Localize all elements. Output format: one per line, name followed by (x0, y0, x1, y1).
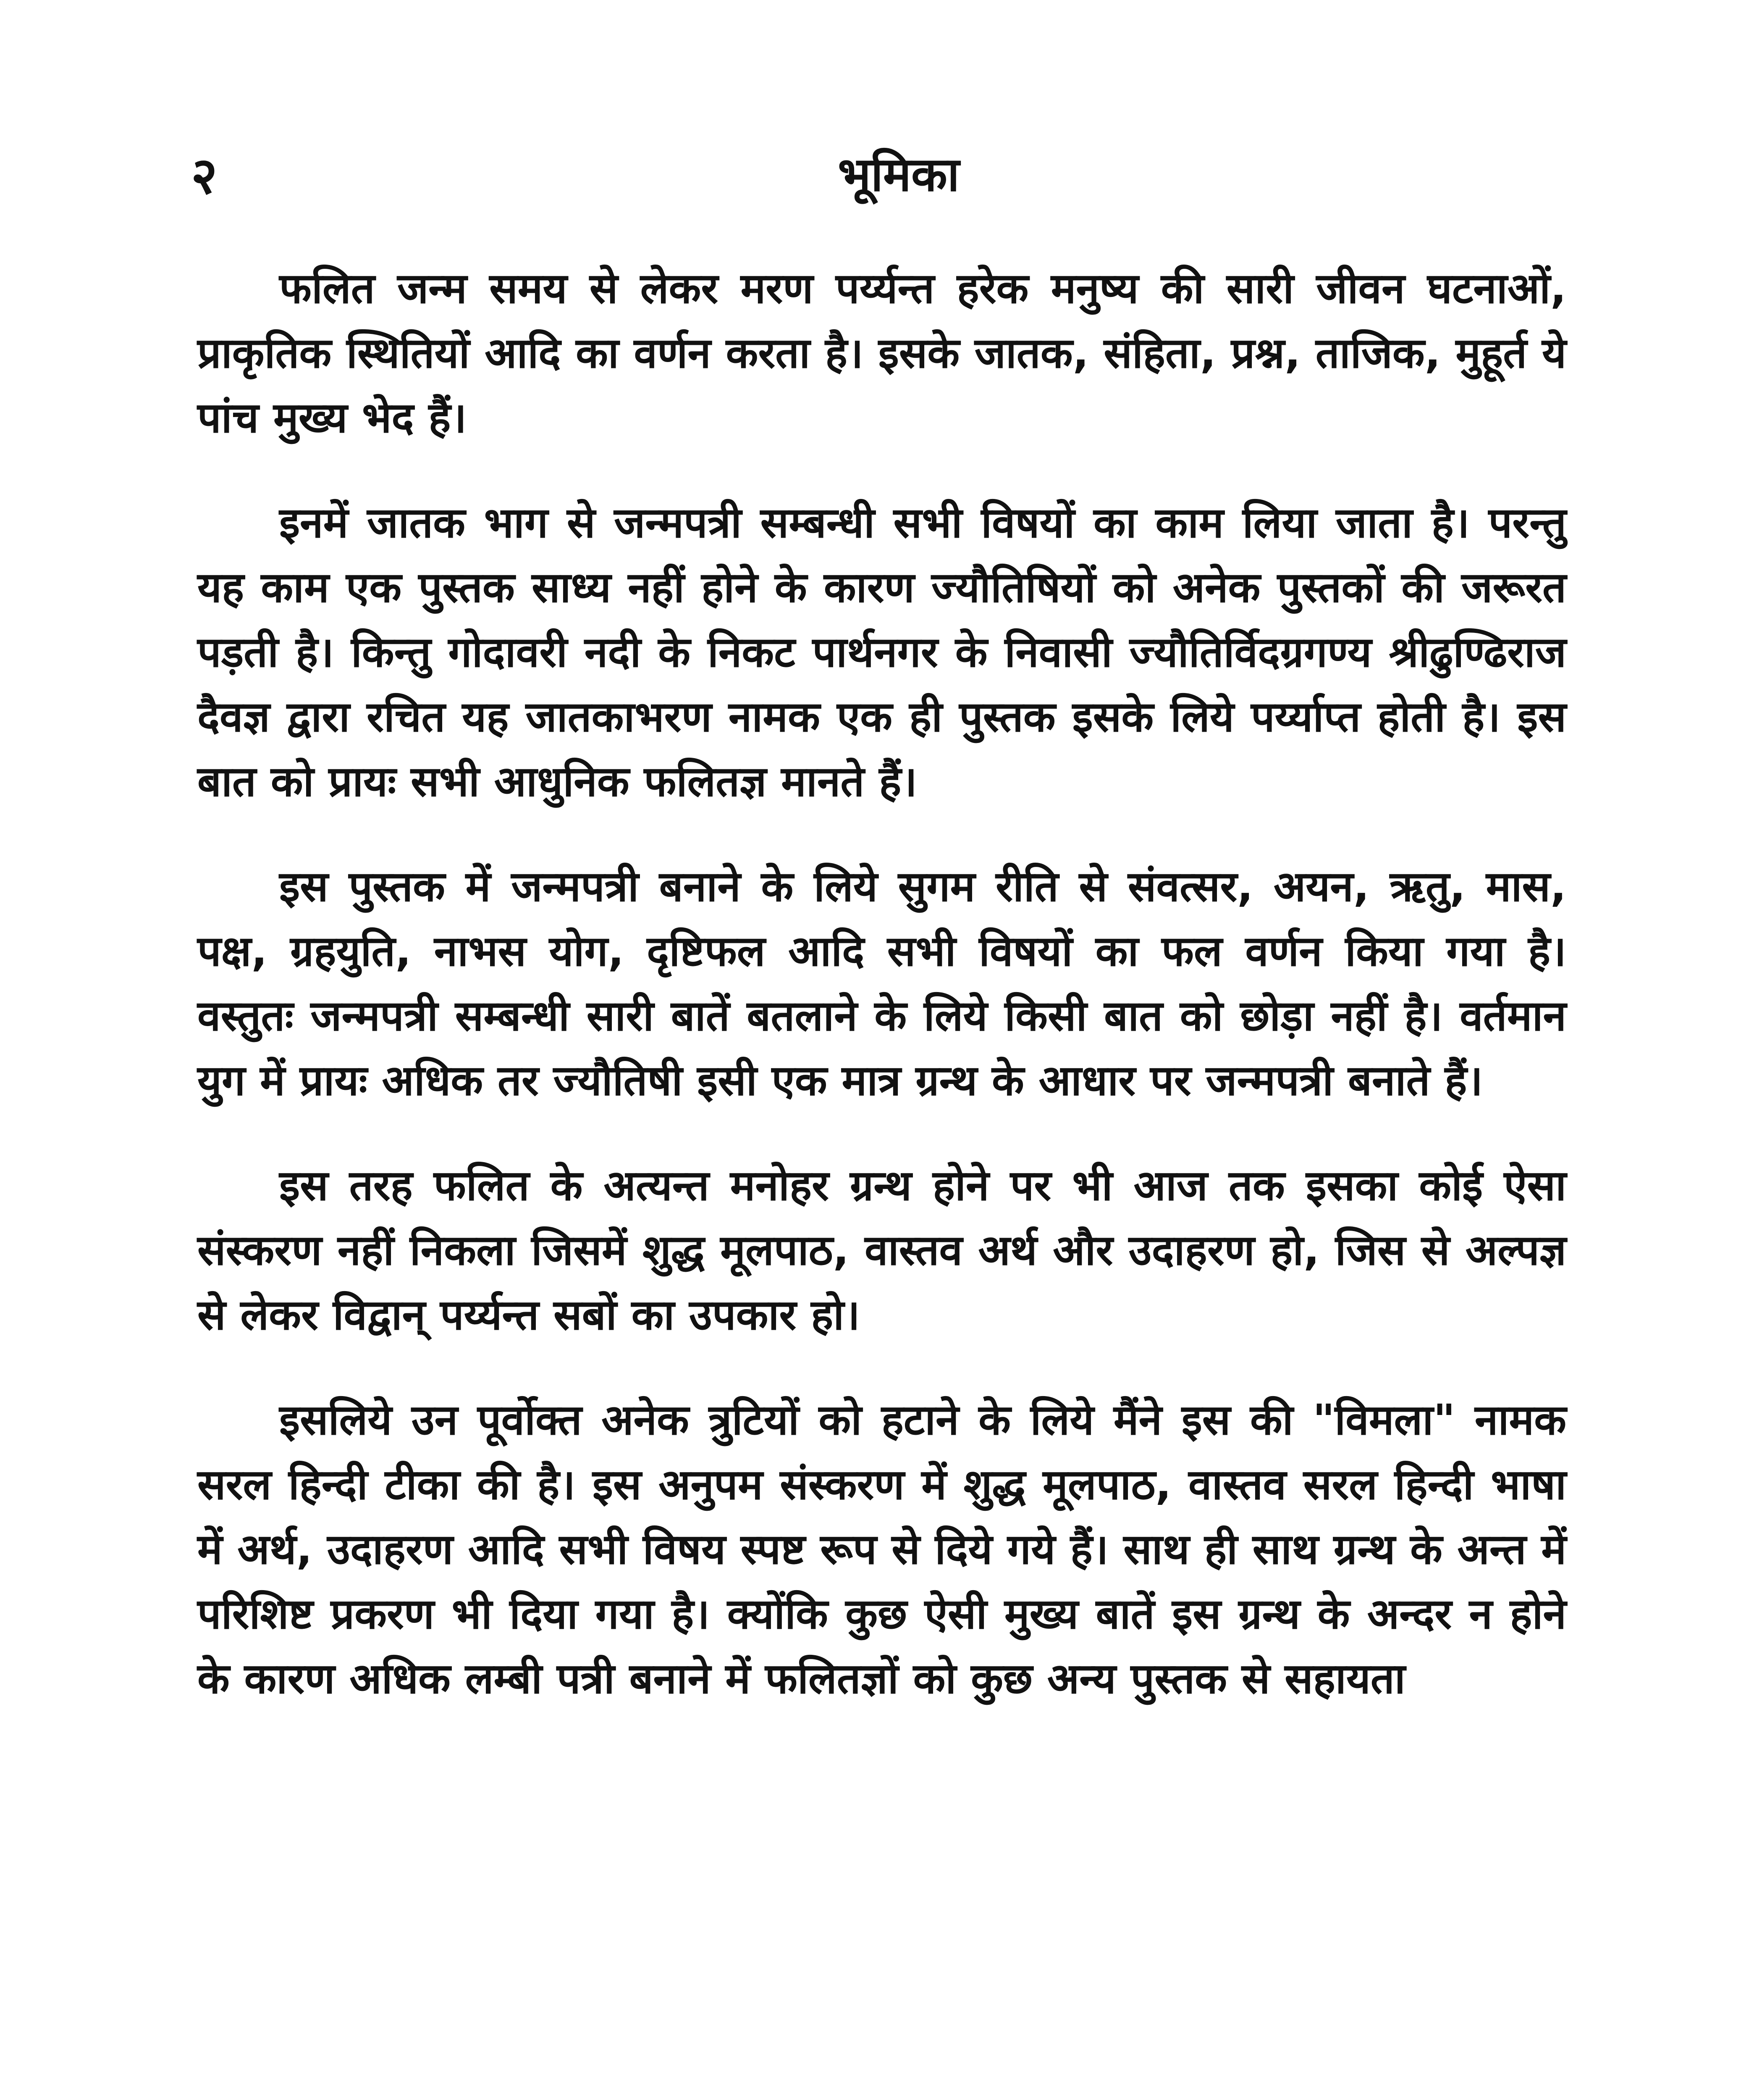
page-title: भूमिका (838, 147, 960, 202)
paragraph-5: इसलिये उन पूर्वोक्त अनेक त्रुटियों को हटाने के लिये मैंने इस की "विमला" नामक सरल हिन्दी टीका की है। इस अनुपम संस्करण में शुद्ध मूलपाठ, वास्तव सरल हिन्दी भाषा में अर्थ, उदाहरण आदि सभी विषय स्पष्ट रूप से दिये गये हैं। साथ ही साथ ग्रन्थ के अन्त में परिशिष्ट प्रकरण भी दिया गया है। क्योंकि कुछ ऐसी मुख्य बातें इस ग्रन्थ के अन्दर न होने के कारण अधिक लम्बी पत्री बनाने में फलितज्ञों को कुछ अन्य पुस्तक से सहायता (197, 1395, 1566, 1703)
paragraph-4: इस तरह फलित के अत्यन्त मनोहर ग्रन्थ होने पर भी आज तक इसका कोई ऐसा संस्करण नहीं निकला जिसमें शुद्ध मूलपाठ, वास्तव अर्थ और उदाहरण हो, जिस से अल्पज्ञ से लेकर विद्वान् पर्य्यन्त सबों का उपकार हो। (197, 1161, 1566, 1339)
paragraph-3: इस पुस्तक में जन्मपत्री बनाने के लिये सुगम रीति से संवत्सर, अयन, ऋतु, मास, पक्ष, ग्रहयुति, नाभस योग, दृष्टिफल आदि सभी विषयों का फल वर्णन किया गया है। वस्तुतः जन्मपत्री सम्बन्धी सारी बातें बतलाने के लिये किसी बात को छोड़ा नहीं है। वर्तमान युग में प्रायः अधिक तर ज्यौतिषी इसी एक मात्र ग्रन्थ के आधार पर जन्मपत्री बनाते हैं। (197, 862, 1566, 1105)
page-number: २ (191, 147, 218, 205)
paragraph-1: फलित जन्म समय से लेकर मरण पर्य्यन्त हरेक मनुष्य की सारी जीवन घटनाओं, प्राकृतिक स्थितियों आदि का वर्णन करता है। इसके जातक, संहिता, प्रश्न, ताजिक, मुहूर्त ये पांच मुख्य भेद हैं। (197, 264, 1566, 442)
paragraph-2: इनमें जातक भाग से जन्मपत्री सम्बन्धी सभी विषयों का काम लिया जाता है। परन्तु यह काम एक पुस्तक साध्य नहीं होने के कारण ज्यौतिषियों को अनेक पुस्तकों की जरूरत पड़ती है। किन्तु गोदावरी नदी के निकट पार्थनगर के निवासी ज्यौतिर्विदग्रगण्य श्रीढुण्ढिराज दैवज्ञ द्वारा रचित यह जातकाभरण नामक एक ही पुस्तक इसके लिये पर्य्याप्त होती है। इस बात को प्रायः सभी आधुनिक फलितज्ञ मानते हैं। (197, 498, 1566, 806)
body-text (197, 256, 1566, 1711)
